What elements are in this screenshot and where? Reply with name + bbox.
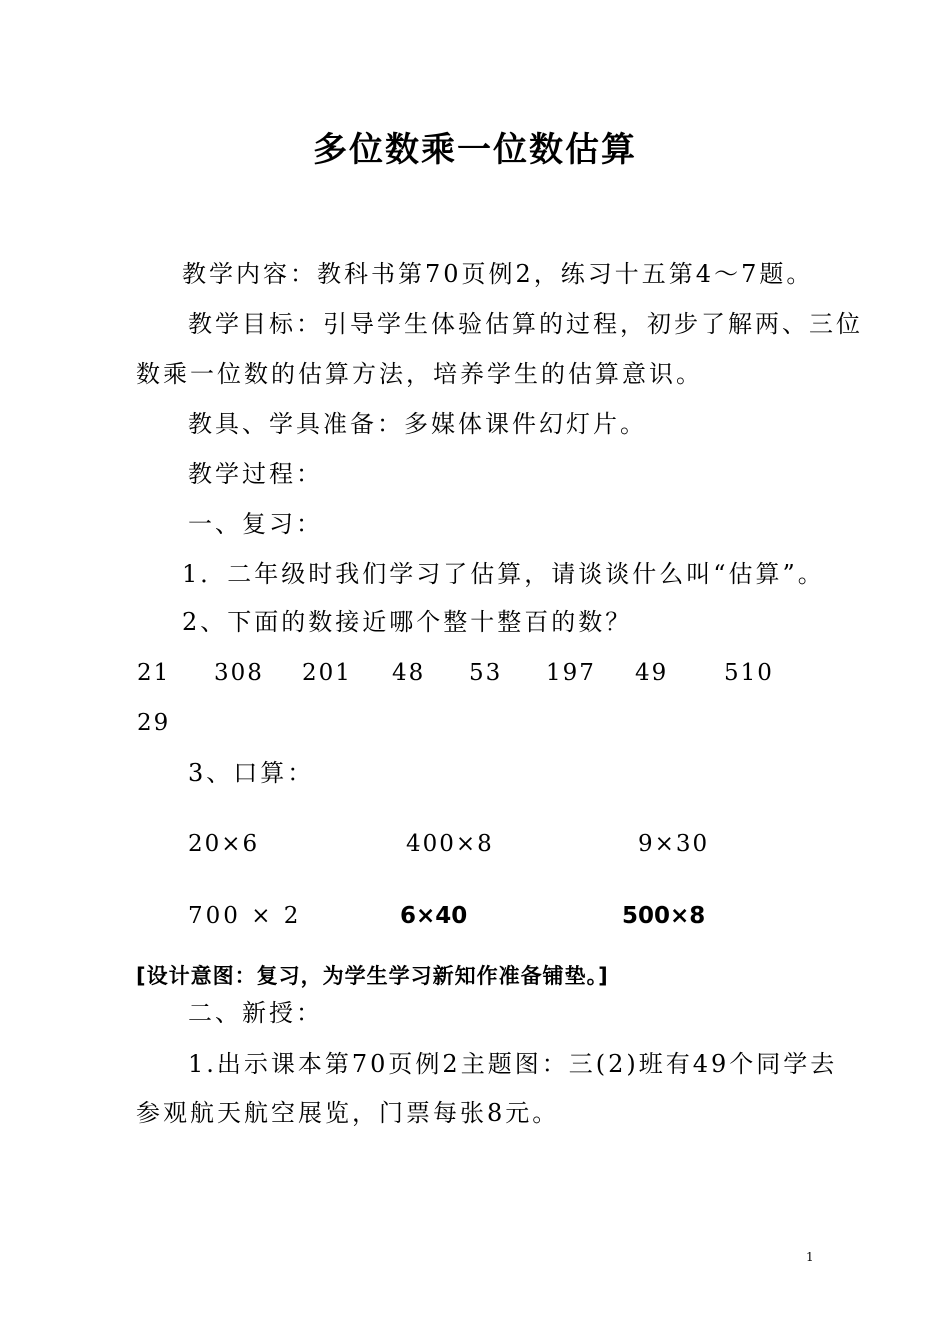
oral-calc: 400×8 (406, 831, 494, 857)
review-item-1: 1．二年级时我们学习了估算，请谈谈什么叫“估算”。 (182, 560, 825, 588)
review-item-2: 2、下面的数接近哪个整十整百的数？ (182, 608, 633, 636)
number-item: 201 (302, 660, 352, 686)
number-item: 21 (137, 660, 171, 686)
number-item: 308 (214, 660, 264, 686)
page-title: 多位数乘一位数估算 (313, 130, 637, 170)
number-item: 197 (546, 660, 596, 686)
teaching-goal-line2: 数乘一位数的估算方法，培养学生的估算意识。 (136, 360, 703, 388)
oral-calc: 20×6 (188, 831, 260, 857)
number-item: 29 (137, 710, 171, 736)
new-lesson-item-1-line1: 1.出示课本第70页例2主题图：三(2)班有49个同学去 (188, 1050, 838, 1078)
oral-calc: 6×40 (400, 903, 468, 929)
number-item: 49 (635, 660, 669, 686)
oral-calc: 9×30 (638, 831, 710, 857)
number-item: 53 (469, 660, 503, 686)
number-item: 510 (724, 660, 774, 686)
review-heading: 一、复习： (188, 510, 323, 538)
oral-calc: 500×8 (622, 903, 706, 929)
new-lesson-heading: 二、新授： (188, 999, 323, 1027)
oral-calc: 700 × 2 (188, 903, 302, 929)
new-lesson-item-1-line2: 参观航天航空展览，门票每张8元。 (136, 1099, 560, 1127)
teaching-content: 教学内容：教科书第70页例2，练习十五第4～7题。 (182, 260, 814, 288)
teaching-goal-line1: 教学目标：引导学生体验估算的过程，初步了解两、三位 (188, 310, 863, 338)
page-number: 1 (806, 1250, 814, 1264)
number-item: 48 (392, 660, 426, 686)
teaching-process: 教学过程： (188, 460, 323, 488)
review-item-3: 3、口算： (188, 759, 315, 787)
design-intent-note: [设计意图：复习，为学生学习新知作准备铺垫。] (136, 964, 609, 988)
teaching-tools: 教具、学具准备：多媒体课件幻灯片。 (188, 410, 647, 438)
